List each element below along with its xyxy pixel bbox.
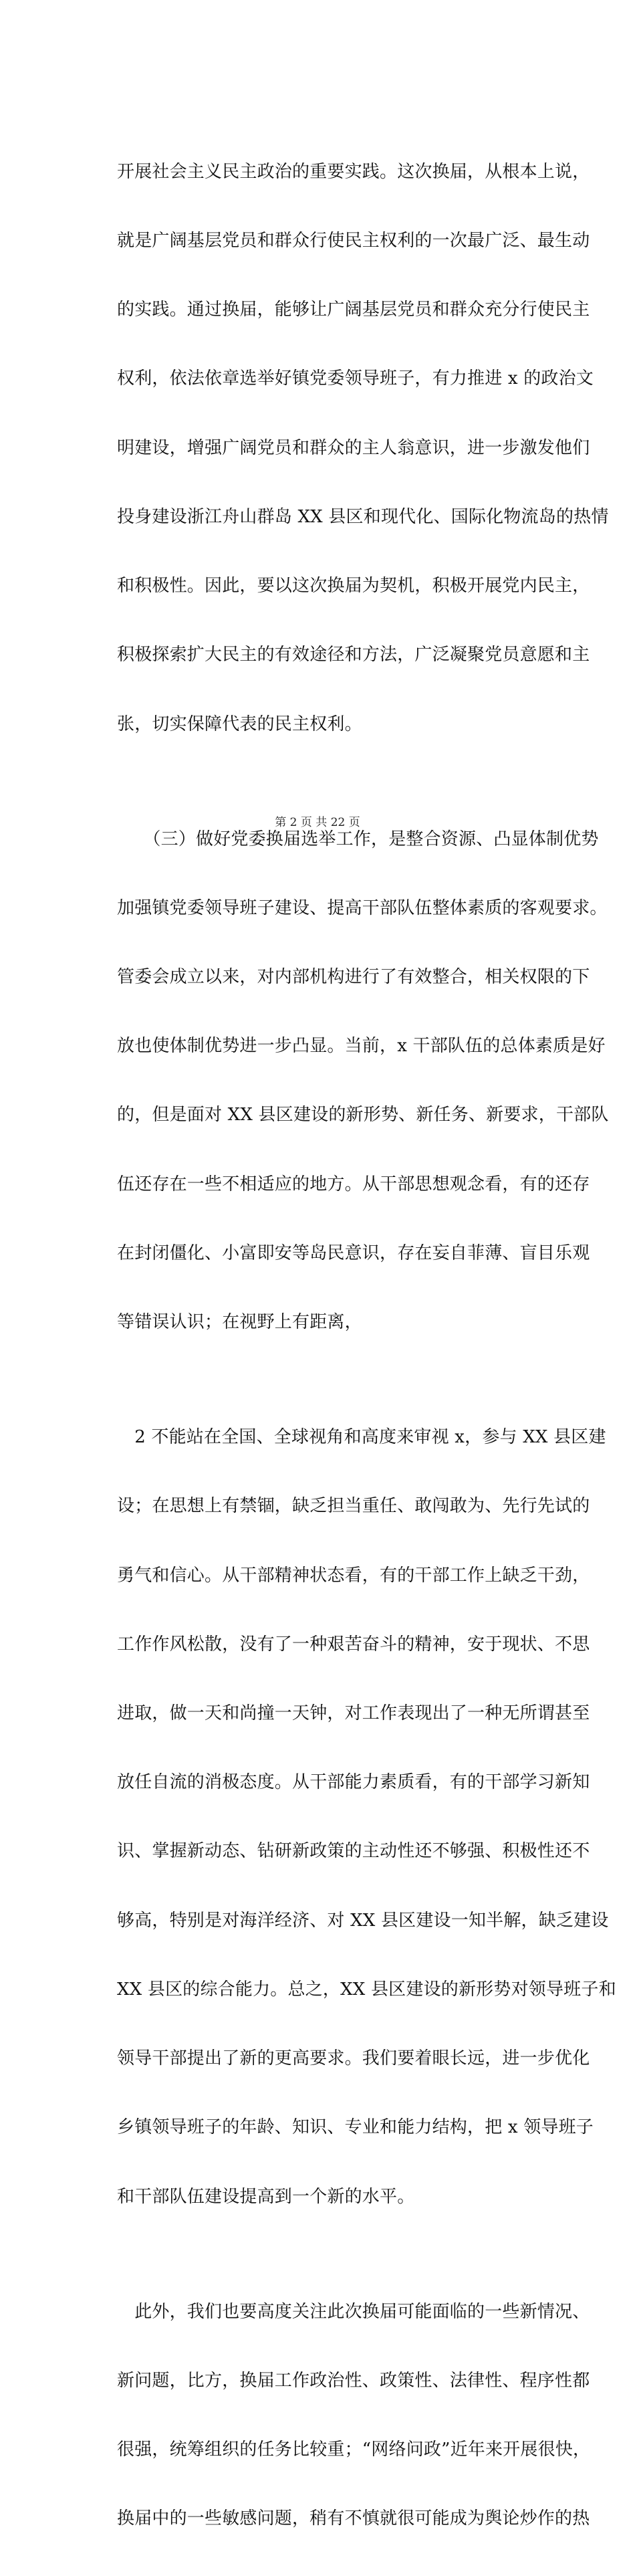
text-line: 识、掌握新动态、钻研新政策的主动性还不够强、积极性还不 (117, 1841, 590, 1862)
paragraph-1 (117, 114, 609, 782)
text-line: 权利，依法依章选举好镇党委领导班子，有力推进 x 的政治文 (117, 368, 594, 389)
text-line: 新问题，比方，换届工作政治性、政策性、法律性、程序性都 (117, 2370, 590, 2391)
paragraph-4 (117, 2254, 591, 2576)
text-line: XX 县区的综合能力。总之，XX 县区建设的新形势对领导班子和 (117, 1979, 616, 2000)
text-line: 勇气和信心。从干部精神状态看，有的干部工作上缺乏干劲， (117, 1565, 590, 1586)
text-line: 此外，我们也要高度关注此次换届可能面临的一些新情况、 (117, 2301, 590, 2322)
text-line: 换届中的一些敏感问题，稍有不慎就很可能成为舆论炒作的热 (117, 2508, 590, 2529)
text-line: 开展社会主义民主政治的重要实践。这次换届，从根本上说， (117, 161, 590, 182)
text-line: 张，切实保障代表的民主权利。 (117, 714, 362, 734)
text-line: 设；在思想上有禁锢，缺乏担当重任、敢闯敢为、先行先试的 (117, 1496, 590, 1517)
text-line: 很强，统筹组织的任务比较重；“网络问政”近年来开展很快， (117, 2440, 591, 2460)
text-line: 投身建设浙江舟山群岛 XX 县区和现代化、国际化物流岛的热情 (117, 506, 609, 527)
page-number-label: 第 2 页 共 22 页 (275, 816, 360, 829)
text-line: 积极探索扩大民主的有效途径和方法，广泛凝聚党员意愿和主 (117, 645, 590, 665)
text-line: 和干部队伍建设提高到一个新的水平。 (117, 2186, 415, 2207)
text-line: 放任自流的消极态度。从干部能力素质看，有的干部学习新知 (117, 1772, 590, 1793)
text-line: 进取，做一天和尚撞一天钟，对工作表现出了一种无所谓甚至 (117, 1703, 590, 1724)
text-line: 工作作风松散，没有了一种艰苦奋斗的精神，安于现状、不思 (117, 1634, 590, 1654)
text-line: 领导干部提出了新的更高要求。我们要着眼长远，进一步优化 (117, 2048, 590, 2069)
text-line: 的，但是面对 XX 县区建设的新形势、新任务、新要求，干部队 (117, 1105, 609, 1125)
text-line: 伍还存在一些不相适应的地方。从干部思想观念看，有的还存 (117, 1174, 590, 1194)
text-line: 管委会成立以来，对内部机构进行了有效整合，相关权限的下 (117, 967, 590, 988)
page-footer (0, 813, 635, 829)
text-line: 和积极性。因此，要以这次换届为契机，积极开展党内民主， (117, 576, 590, 597)
text-line: 2 不能站在全国、全球视角和高度来审视 x，参与 XX 县区建 (117, 1427, 606, 1448)
text-line: 在封闭僵化、小富即安等岛民意识，存在妄自菲薄、盲目乐观 (117, 1243, 590, 1263)
text-line: 的实践。通过换届，能够让广阔基层党员和群众充分行使民主 (117, 300, 590, 320)
text-line: （三）做好党委换届选举工作，是整合资源、凸显体制优势 (117, 829, 599, 849)
text-line: 够高，特别是对海洋经济、对 XX 县区建设一知半解，缺乏建设 (117, 1910, 609, 1931)
text-line: 加强镇党委领导班子建设、提高干部队伍整体素质的客观要求。 (117, 897, 608, 918)
text-line: 乡镇领导班子的年龄、知识、专业和能力结构，把 x 领导班子 (117, 2117, 594, 2138)
text-line: 等错误认识；在视野上有距离， (117, 1312, 362, 1333)
text-line: 明建设，增强广阔党员和群众的主人翁意识，进一步激发他们 (117, 437, 590, 458)
paragraph-3 (117, 1380, 616, 2254)
text-line: 放也使体制优势进一步凸显。当前，x 干部队伍的总体素质是好 (117, 1036, 606, 1057)
text-line: 就是广阔基层党员和群众行使民主权利的一次最广泛、最生动 (117, 231, 590, 251)
paragraph-2 (117, 782, 609, 1380)
document-body (117, 114, 616, 2576)
